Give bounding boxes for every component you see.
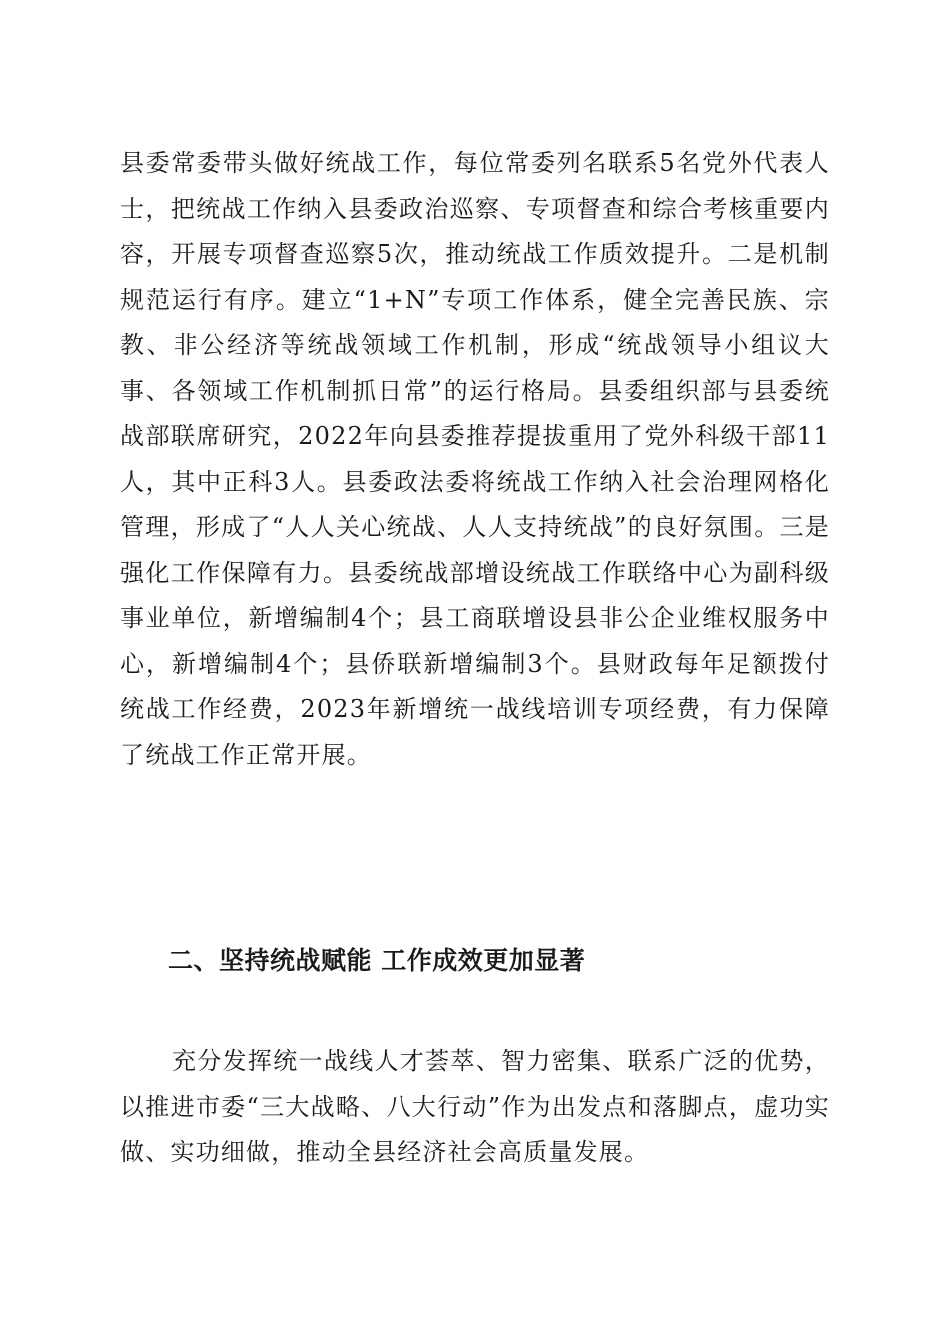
body-paragraph-indented: 充分发挥统一战线人才荟萃、智力密集、联系广泛的优势，以推进市委“三大战略、八大行动”作为出发点和落脚点，虚功实做、实功细做，推动全县经济社会高质量发展。 bbox=[120, 1047, 830, 1166]
section-heading: 二、坚持统战赋能 工作成效更加显著 bbox=[168, 946, 586, 975]
body-paragraph: 县委常委带头做好统战工作，每位常委列名联系5名党外代表人士，把统战工作纳入县委政治巡察、专项督查和综合考核重要内容，开展专项督查巡察5次，推动统战工作质效提升。二是机制规范运行有序。建立“1+N”专项工作体系，健全完善民族、宗教、非公经济等统战领域工作机制，形成“统战领导小组议大事、各领域工作机制抓日常”的运行格局。县委组织部与县委统战部联席研究，2022年向县委推荐提拔重用了党外科级干部11人，其中正科3人。县委政法委将统战工作纳入社会治理网格化管理，形成了“人人关心统战、人人支持统战”的良好氛围。三是强化工作保障有力。县委统战部增设统战工作联络中心为副科级事业单位，新增编制4个；县工商联增设县非公企业维权服务中心，新增编制4个；县侨联新增编制3个。县财政每年足额拨付统战工作经费，2023年新增统一战线培训专项经费，有力保障了统战工作正常开展。 bbox=[120, 149, 830, 769]
